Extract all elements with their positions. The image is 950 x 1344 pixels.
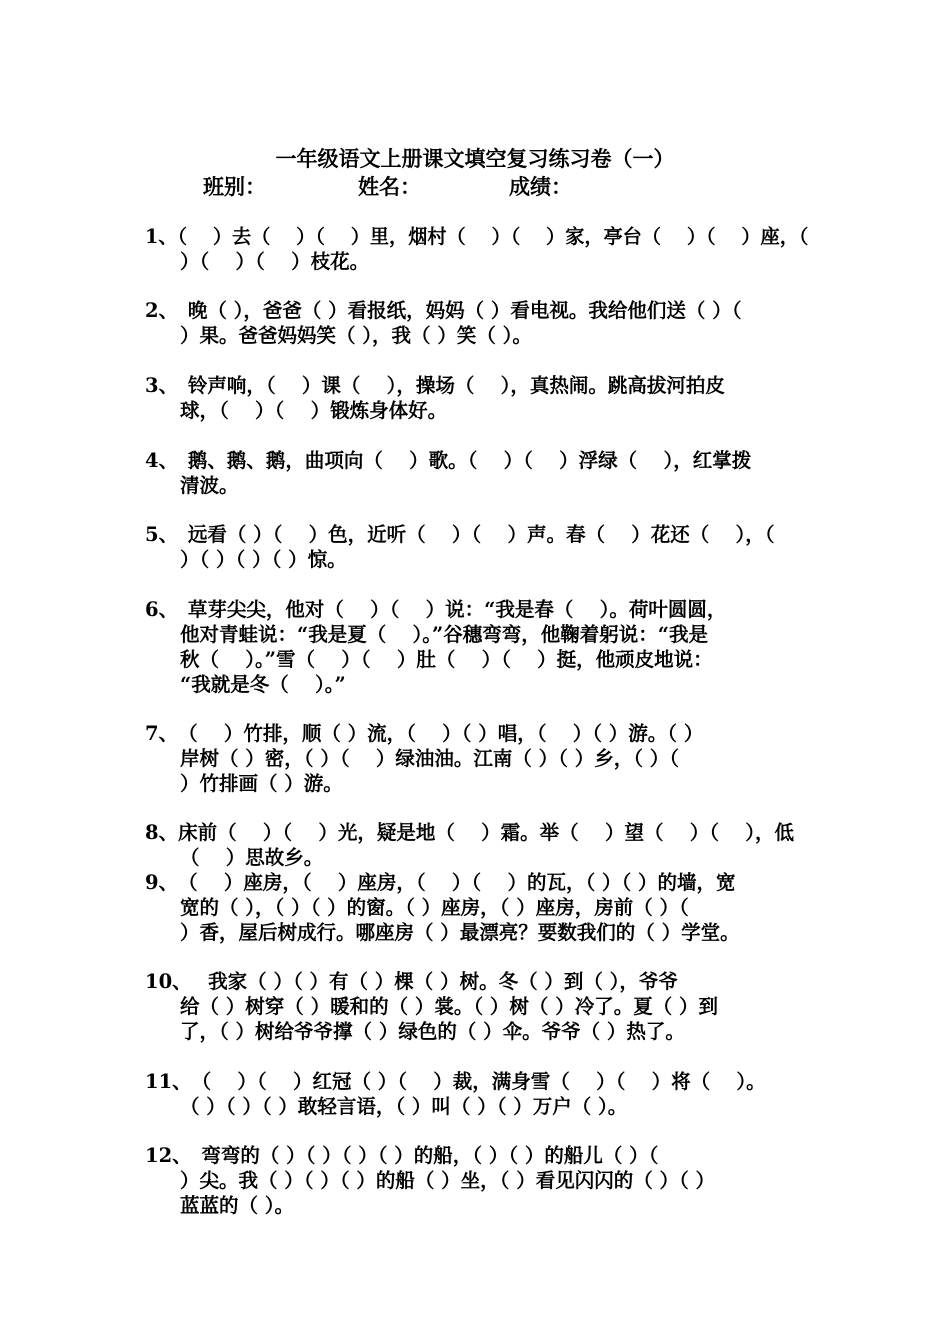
question-line: （ ）（ ）（ ）敢轻言语，（ ）叫（ ）（ ）万户（ ）。	[180, 1095, 628, 1118]
question-line: 12、 弯弯的（ ）（ ）（ ）（ ）的船，（ ）（ ）的船儿（ ）（	[145, 1144, 659, 1167]
worksheet-title: 一年级语文上册课文填空复习练习卷（一）	[275, 146, 675, 171]
question-10	[145, 969, 815, 1044]
question-6	[145, 597, 815, 697]
question-line: ）竹排画（ ）游。	[180, 772, 343, 795]
question-line: 清波。	[180, 474, 239, 497]
question-line: “我就是冬（ ）。”	[180, 673, 346, 696]
question-line: ）（ ）（ ）枝花。	[180, 250, 370, 273]
question-line: 4、 鹅、鹅、鹅，曲项向（ ）歌。（ ）（ ）浮绿（ ），红掌拨	[145, 449, 752, 472]
question-line: 6、 草芽尖尖，他对（ ）（ ）说：“我是春（ ）。荷叶圆圆，	[145, 598, 727, 621]
question-line: ）（ ）（ ）（ ）惊。	[180, 548, 347, 571]
question-line: 球，（ ）（ ）锻炼身体好。	[180, 399, 448, 422]
question-5	[145, 522, 815, 572]
question-4	[145, 448, 815, 498]
question-line: 1、（ ）去（ ）（ ）里，烟村（ ）（ ）家，亭台（ ）（ ）座，（	[145, 225, 809, 248]
question-line: 5、 远看（ ）（ ）色，近听（ ）（ ）声。春（ ）花还（ ），（	[145, 523, 775, 546]
question-line: 给（ ）树穿（ ）暖和的（ ）裳。（ ）树（ ）冷了。夏（ ）到	[180, 995, 718, 1018]
question-line: 宽的（ ），（ ）（ ）的窗。（ ）座房，（ ）座房，房前（ ）（	[180, 896, 689, 919]
question-line: 2、 晚（ ），爸爸（ ）看报纸，妈妈（ ）看电视。我给他们送（ ）（	[145, 299, 742, 322]
question-line: ）果。爸爸妈妈笑（ ），我（ ）笑（ ）。	[180, 324, 532, 347]
question-1	[145, 224, 815, 274]
question-line: 7、 （ ）竹排，顺（ ）流，（ ）（ ）唱，（ ）（ ）游。（ ）	[145, 722, 704, 745]
question-8	[145, 820, 815, 870]
question-2	[145, 298, 815, 348]
question-3	[145, 373, 815, 423]
class-label: 班别：	[203, 174, 266, 199]
question-line: 10、 我家（ ）（ ）有（ ）棵（ ）树。冬（ ）到（ ），爷爷	[145, 970, 678, 993]
question-11	[145, 1069, 815, 1119]
name-label: 姓名：	[358, 174, 421, 199]
question-line: 岸树（ ）密，（ ）（ ）绿油油。江南（ ）（ ）乡，（ ）（	[180, 747, 679, 770]
question-line: 他对青蛙说：“我是夏（ ）。”谷穗弯弯，他鞠着躬说：“我是	[180, 623, 708, 646]
question-line: 3、 铃声响，（ ）课（ ），操场（ ），真热闹。跳高拔河拍皮	[145, 374, 725, 397]
question-line: ）尖。我（ ）（ ）（ ）的船（ ）坐，（ ）看见闪闪的（ ）（ ）	[180, 1169, 716, 1192]
question-line: 11、 （ ）（ ）红冠（ ）（ ）裁，满身雪（ ）（ ）将（ ）。	[145, 1070, 766, 1093]
question-line: ）香，屋后树成行。哪座房（ ）最漂亮？要数我们的（ ）学堂。	[180, 921, 740, 944]
question-12	[145, 1143, 815, 1218]
score-label: 成绩：	[509, 174, 572, 199]
question-line: 蓝蓝的（ ）。	[180, 1194, 295, 1217]
question-9	[145, 870, 815, 945]
question-line: 了，（ ）树给爷爷撑（ ）绿色的（ ）伞。爷爷（ ）热了。	[180, 1020, 685, 1043]
question-line: 8、床前（ ）（ ）光，疑是地（ ）霜。举（ ）望（ ）（ ），低	[145, 821, 795, 844]
question-line: 秋（ ）。”雪（ ）（ ）肚（ ）（ ）挺，他顽皮地说：	[180, 648, 713, 671]
question-7	[145, 721, 815, 796]
question-line: 9、 （ ）座房，（ ）座房，（ ）（ ）的瓦，（ ）（ ）的墙，宽	[145, 871, 736, 894]
question-line: （ ）思故乡。	[180, 846, 324, 869]
